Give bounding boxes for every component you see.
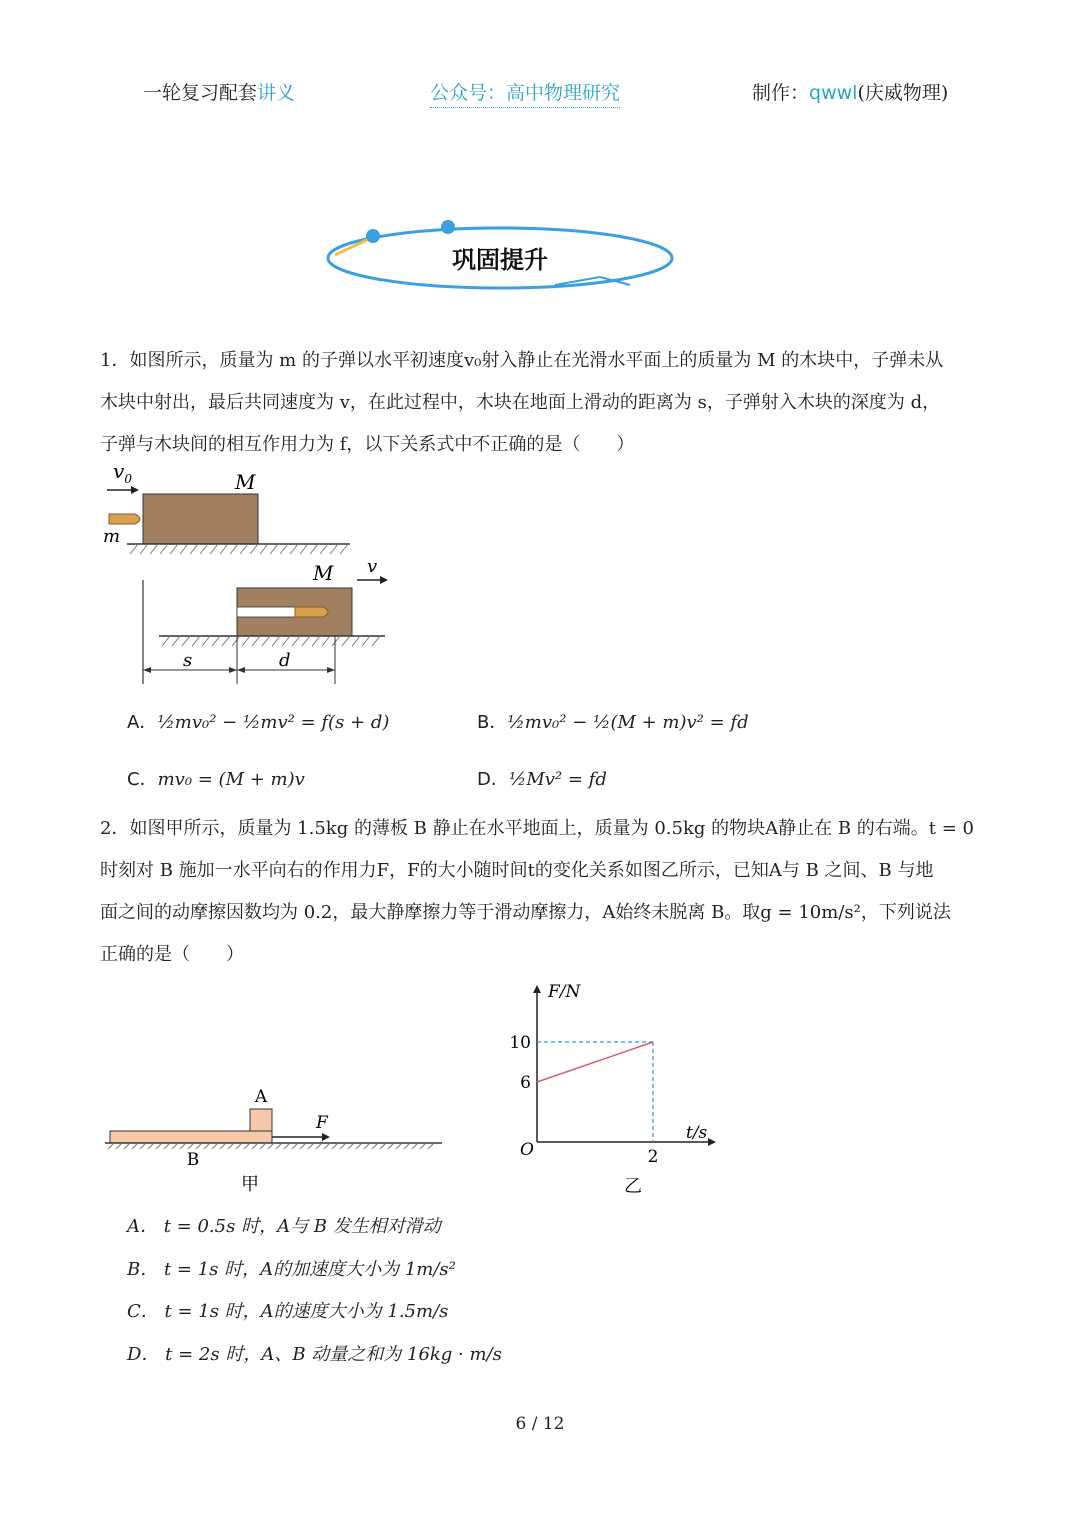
fig-dim-arrow-3 <box>237 667 245 673</box>
header-center: 公众号：高中物理研究 <box>430 78 620 108</box>
q1-option-a-expr: ½mv₀² − ½mv² = f(s + d) <box>157 712 390 733</box>
jia-board-b <box>110 1131 272 1143</box>
q1-option-a-label: A． <box>127 712 158 733</box>
q2-figure-yi <box>500 975 730 1200</box>
jia-label-b: B <box>186 1150 200 1170</box>
q2-option-b[interactable]: B． t = 1s 时，A的加速度大小为 1m/s² <box>127 1259 456 1280</box>
yi-x-arrowhead <box>708 1138 716 1146</box>
yi-tick-10: 10 <box>509 1033 531 1053</box>
fig-v0-arrowhead <box>131 486 139 494</box>
q1-option-c-expr: mv₀ = (M + m)v <box>157 769 305 790</box>
jia-caption: 甲 <box>241 1174 259 1195</box>
header-left-suffix: 讲义 <box>257 82 296 104</box>
q2-line-2: 时刻对 B 施加一水平向右的作用力F，F的大小随时间t的变化关系如图乙所示，已知A与 B 之间、B 与地 <box>100 860 934 881</box>
jia-force-arrowhead <box>322 1133 330 1141</box>
q2-option-d[interactable]: D． t = 2s 时，A、B 动量之和为 16kg · m/s <box>127 1344 502 1365</box>
q1-line-3: 子弹与木块间的相互作用力为 f，以下关系式中不正确的是（ ） <box>100 434 635 455</box>
fig-v-arrowhead <box>380 576 388 584</box>
banner-dot-left <box>366 229 380 243</box>
q1-option-c-label: C． <box>127 769 158 790</box>
jia-hatch <box>108 1143 434 1149</box>
fig-bullet-bottom <box>295 607 328 617</box>
fig-v0-label: $v_0$ <box>113 462 132 486</box>
q2-option-c[interactable]: C． t = 1s 时，A的速度大小为 1.5m/s <box>127 1301 449 1322</box>
yi-series-line <box>537 1042 653 1082</box>
yi-x-label: t/s <box>686 1123 708 1143</box>
yi-tick-2: 2 <box>647 1147 659 1167</box>
q1-text <box>100 340 990 466</box>
q2-line-1: 2．如图甲所示，质量为 1.5kg 的薄板 B 静止在水平地面上，质量为 0.5kg 的物块A静止在 B 的右端。t = 0 <box>100 818 974 839</box>
q1-option-b[interactable] <box>477 708 749 734</box>
q2-line-4: 正确的是（ ） <box>100 944 244 965</box>
fig-block-top <box>143 494 258 544</box>
header-right-handle: qwwl <box>809 82 858 104</box>
q2-line-3: 面之间的动摩擦因数均为 0.2，最大静摩擦力等于滑动摩擦力，A始终未脱离 B。取g = 10m/s²，下列说法 <box>100 902 951 923</box>
fig-hatch-bottom <box>162 636 380 646</box>
q2-text <box>100 808 990 976</box>
q1-line-2: 木块中射出，最后共同速度为 v，在此过程中，木块在地面上滑动的距离为 s，子弹射入木块的深度为 d， <box>100 392 941 413</box>
q1-option-b-label: B． <box>477 712 508 733</box>
fig-M-bottom: M <box>313 561 334 585</box>
fig-hatch-top <box>130 544 348 554</box>
yi-y-label: F/N <box>548 982 581 1002</box>
fig-M-top: M <box>235 470 256 494</box>
yi-y-arrowhead <box>533 985 541 993</box>
yi-tick-6: 6 <box>520 1073 531 1093</box>
banner-title: 巩固提升 <box>452 246 548 274</box>
q1-option-d[interactable] <box>477 765 607 791</box>
q1-figure <box>95 462 395 692</box>
fig-d-label: d <box>279 650 291 671</box>
header-left <box>143 78 295 105</box>
q1-option-c[interactable] <box>127 765 305 791</box>
jia-label-f: F <box>316 1113 328 1133</box>
yi-origin: O <box>520 1140 534 1160</box>
q1-option-d-expr: ½Mv² = fd <box>508 769 607 790</box>
q1-line-1: 1．如图所示，质量为 m 的子弹以水平初速度v₀射入静止在光滑水平面上的质量为 M 的木块中，子弹未从 <box>100 350 944 371</box>
fig-dim-arrow-2 <box>229 667 237 673</box>
jia-block-a <box>250 1109 272 1131</box>
jia-label-a: A <box>254 1087 268 1107</box>
page-number: 6 / 12 <box>515 1414 565 1434</box>
fig-bullet-top <box>109 514 140 524</box>
header-left-prefix: 一轮复习配套 <box>143 82 258 104</box>
fig-dim-arrow-1 <box>143 667 151 673</box>
fig-v-label: v <box>367 556 378 577</box>
banner-dot-right <box>441 220 455 234</box>
fig-m-label: m <box>103 526 121 547</box>
fig-dim-arrow-4 <box>327 667 335 673</box>
header-right-suffix: (庆威物理) <box>857 82 949 104</box>
q2-figure-jia <box>100 1080 450 1200</box>
fig-s-label: s <box>183 650 193 671</box>
q1-option-b-expr: ½mv₀² − ½(M + m)v² = fd <box>507 712 749 733</box>
header-right <box>752 78 948 105</box>
q2-option-a[interactable]: A． t = 0.5s 时，A与 B 发生相对滑动 <box>127 1216 441 1237</box>
q1-option-a[interactable] <box>127 708 389 734</box>
header-right-prefix: 制作： <box>752 82 810 104</box>
yi-caption: 乙 <box>624 1176 642 1197</box>
q1-option-d-label: D． <box>477 769 509 790</box>
